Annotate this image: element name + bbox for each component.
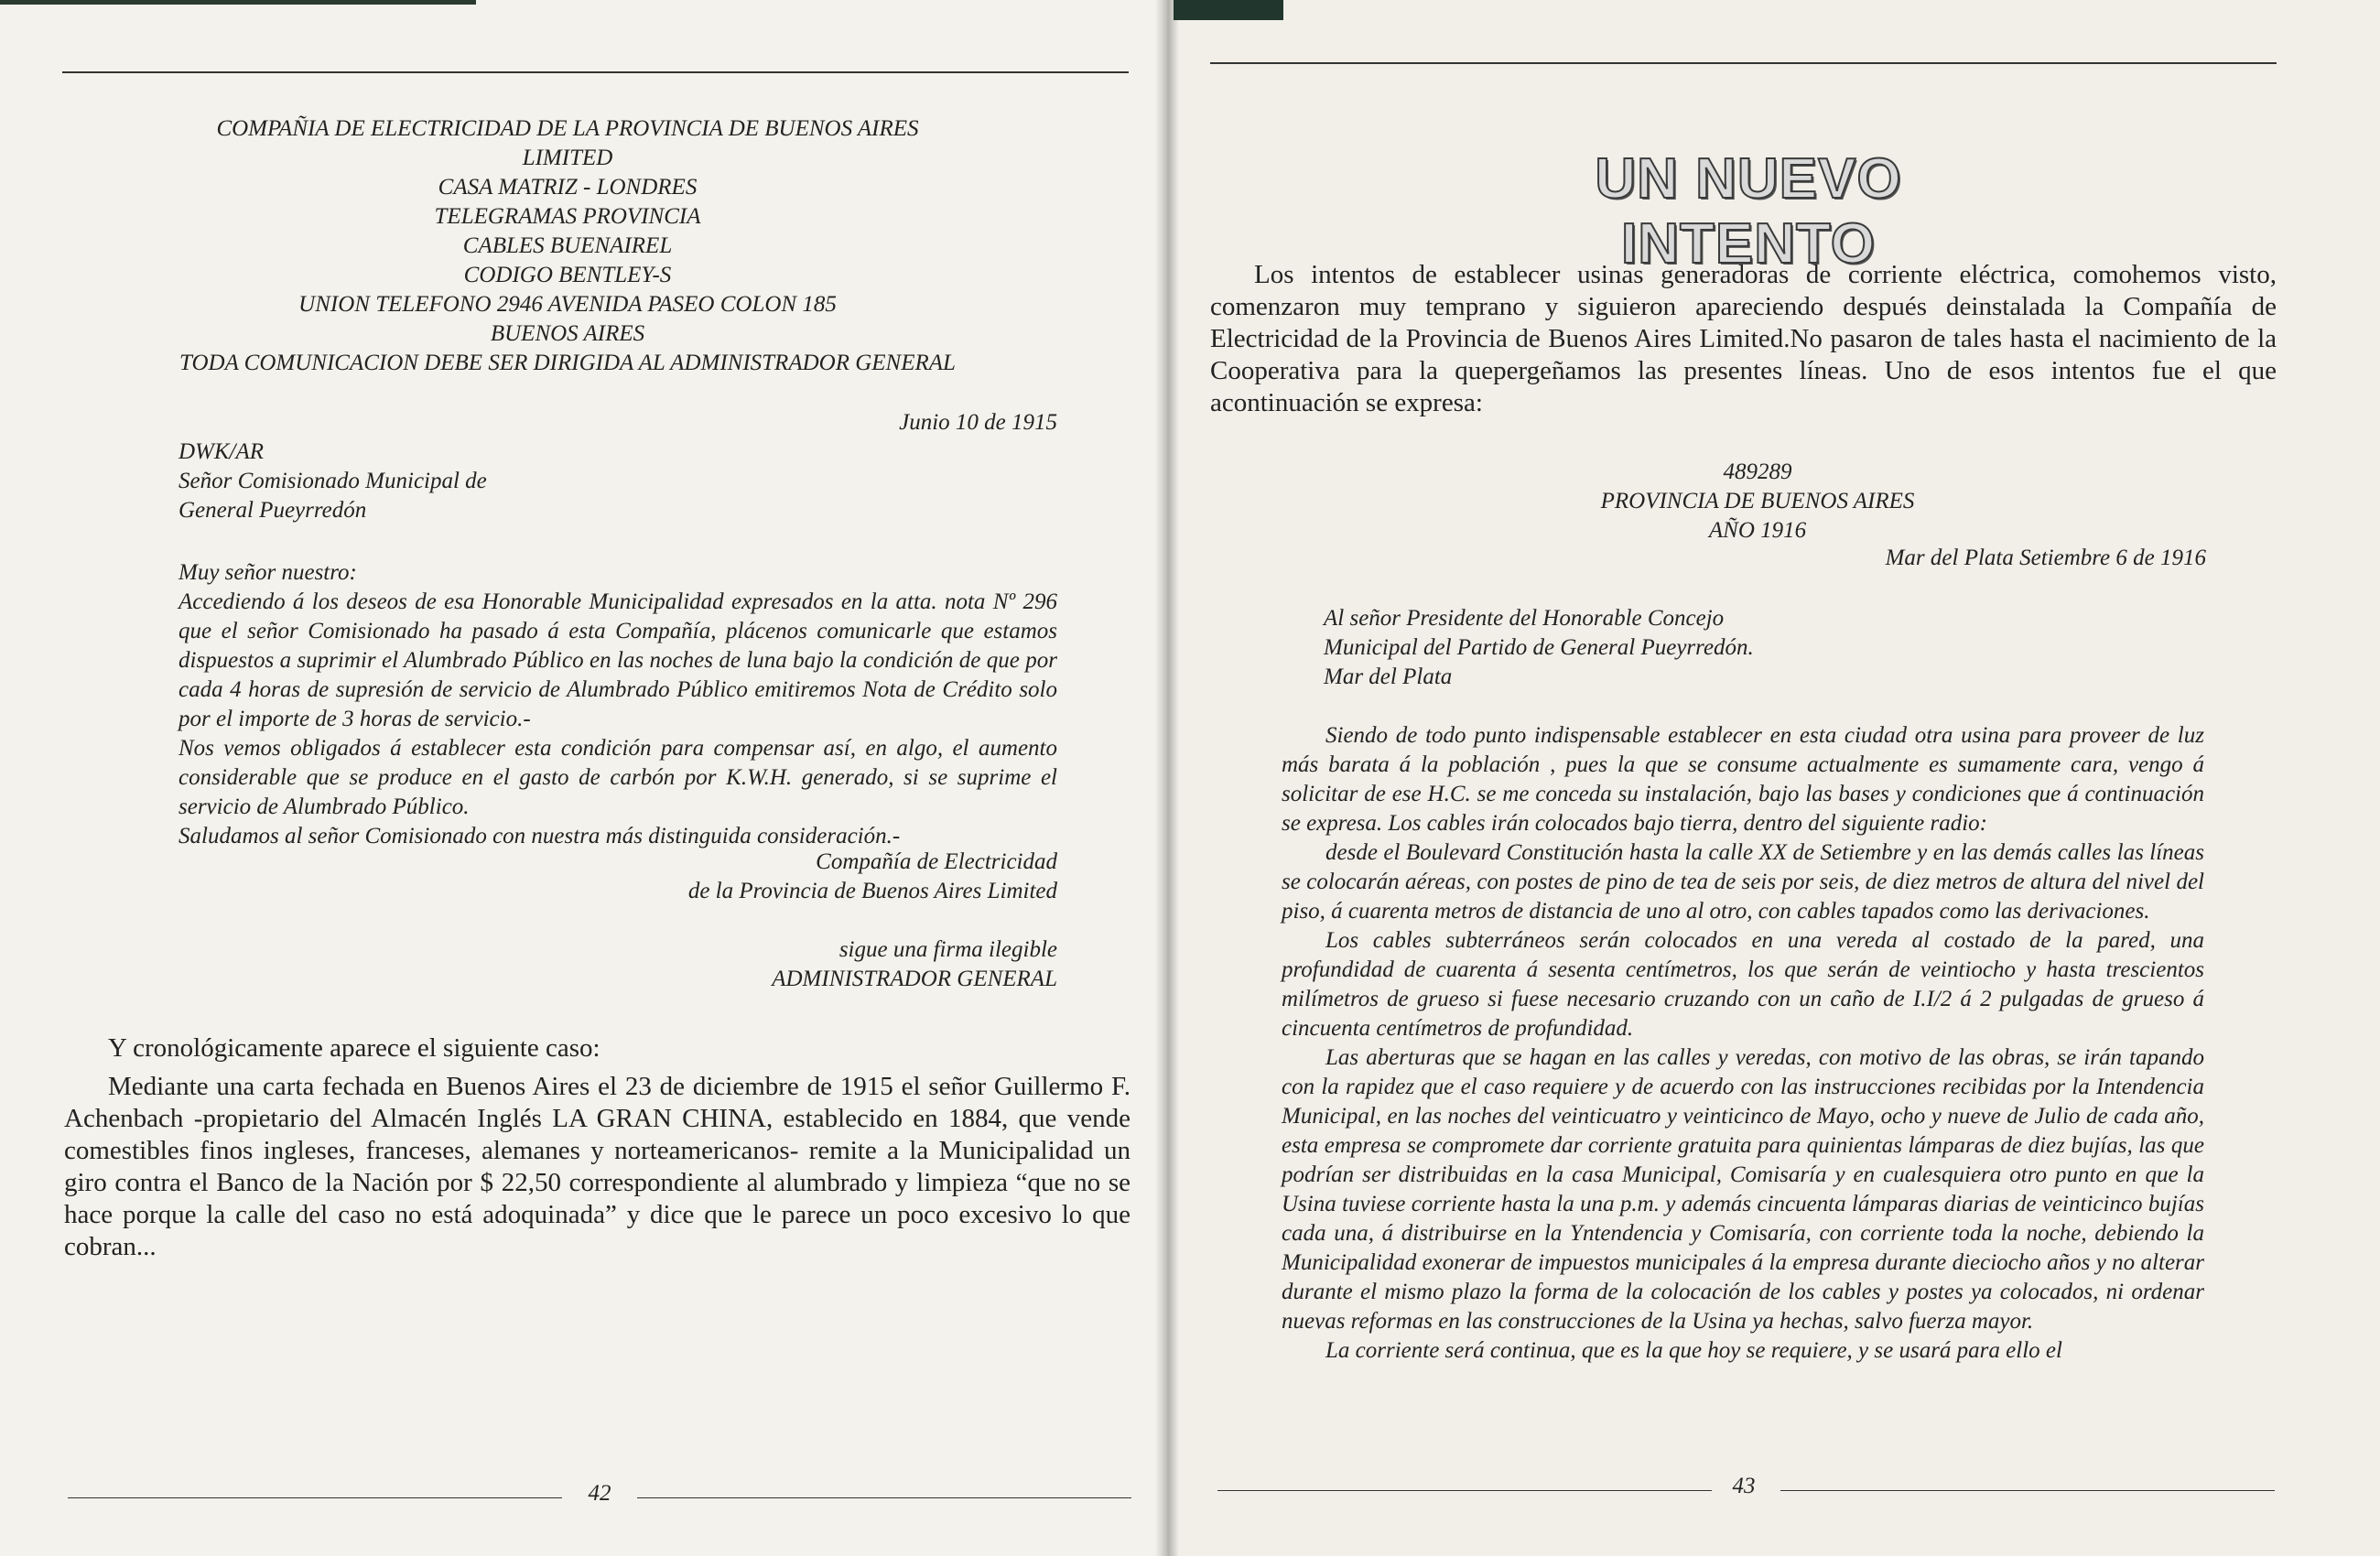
document-recipient — [1324, 604, 2056, 692]
document-paragraph: La corriente será continua, que es la que hoy se requiere, y se usará para ello el — [1325, 1338, 2062, 1363]
recipient-line: Municipal del Partido de General Pueyrredón. — [1324, 635, 1754, 660]
recipient-line: Señor Comisionado Municipal de — [178, 469, 487, 493]
letter-salutation: Muy señor nuestro: — [178, 560, 357, 585]
letter-recipient — [178, 438, 728, 525]
letter-paragraph: Accediendo á los deseos de esa Honorable Municipalidad expresados en la atta. nota Nº 296 que el señor Comisionado ha pasado á esta Compañía, plácenos comunicarle que estamos dispuestos a suprimir el Alumbrado Público en las noches de luna bajo la condición de que por cada 4 horas de supresión de servicio de Alumbrado Público emitiremos Nota de Crédito solo por el importe de 3 horas de servicio.- — [178, 589, 1057, 731]
page-number: 42 — [588, 1481, 611, 1506]
recipient-line: Al señor Presidente del Honorable Concejo — [1324, 606, 1725, 631]
narrative-paragraph: Mediante una carta fechada en Buenos Aires el 23 de diciembre de 1915 el señor Guillermo F. Achenbach -propietario del Almacén Inglés LA GRAN CHINA, establecido en 1884, que vende comestibles finos ingleses, franceses, alemanes y norteamericanos- remite a la Municipalidad un giro contra el Banco de la Nación por $ 22,50 correspondiente al alumbrado y limpieza “que no se hace porque la calle del caso no está adoquinada” y dice que le parece un poco excesivo lo que cobran... — [64, 1072, 1130, 1261]
letterhead-line: CASA MATRIZ - LONDRES — [438, 175, 698, 200]
letterhead-line: CABLES BUENAIREL — [462, 233, 673, 258]
narrative-intro: Y cronológicamente aparece el siguiente caso: — [108, 1033, 600, 1063]
letter-date: Junio 10 de 1915 — [899, 410, 1057, 435]
document-header — [1465, 458, 2050, 546]
signature-line: de la Provincia de Buenos Aires Limited — [687, 879, 1057, 903]
cover-edge — [0, 0, 476, 5]
signature-note-line: sigue una firma ilegible — [838, 937, 1057, 962]
cover-edge — [1174, 0, 1283, 20]
letterhead-line: BUENOS AIRES — [490, 321, 645, 346]
document-body — [1282, 721, 2204, 1366]
document-paragraph: desde el Boulevard Constitución hasta la calle XX de Setiembre y en las demás calles las líneas se colocarán aéreas, con postes de pino de tea de seis por seis, de diez metros de altura del nivel del piso, á cuarenta metros de distancia de uno al otro, con cables tapados como las derivaciones. — [1282, 840, 2204, 924]
letter-signature — [549, 848, 1057, 906]
chapter-intro: Los intentos de establecer usinas generadoras de corriente eléctrica, comohemos visto, comenzaron muy temprano y siguieron apareciendo después deinstalada la Compañía de Electricidad de la Provincia de Buenos Aires Limited.No pasaron de tales hasta el nacimiento de la Cooperativa para la quepergeñamos las presentes líneas. Uno de esos intentos fue el que acontinuación se expresa: — [1210, 260, 2277, 417]
footer-rule-right — [637, 1497, 1131, 1498]
recipient-line: Mar del Plata — [1324, 665, 1453, 689]
page-number: 43 — [1732, 1474, 1756, 1498]
letter-paragraph: Saludamos al señor Comisionado con nuestra más distinguida consideración.- — [178, 824, 901, 848]
signature-note-line: ADMINISTRADOR GENERAL — [772, 967, 1057, 991]
signature-line: Compañía de Electricidad — [816, 849, 1057, 874]
chapter-title: UN NUEVO INTENTO — [1595, 147, 1902, 276]
footer-rule-right — [1780, 1490, 2275, 1491]
recipient-line: DWK/AR — [178, 439, 265, 464]
document-header-line: 489289 — [1723, 459, 1792, 484]
letter-body — [178, 588, 1057, 851]
letterhead-line: UNION TELEFONO 2946 AVENIDA PASEO COLON 185 — [298, 292, 837, 317]
letterhead-line: CODIGO BENTLEY-S — [463, 263, 672, 287]
top-rule — [62, 71, 1129, 73]
book-gutter — [1155, 0, 1179, 1556]
signature-note — [549, 935, 1057, 994]
document-header-line: AÑO 1916 — [1708, 518, 1807, 543]
letterhead-line: LIMITED — [522, 146, 613, 170]
letterhead-line: TODA COMUNICACION DEBE SER DIRIGIDA AL ADMINISTRADOR GENERAL — [179, 351, 956, 375]
letterhead-line: TELEGRAMAS PROVINCIA — [434, 204, 701, 229]
top-rule — [1210, 62, 2277, 64]
recipient-line: General Pueyrredón — [178, 498, 367, 523]
document-paragraph: Siendo de todo punto indispensable establecer en esta ciudad otra usina para proveer de luz más barata á la población , pues la que se consume actualmente es sumamente cara, vengo á solicitar de ese H.C. se me conceda su instalación, bajo las bases y condiciones que á continuación se expresa. Los cables irán colocados bajo tierra, dentro del siguiente radio: — [1282, 723, 2204, 836]
letterhead-line: COMPAÑIA DE ELECTRICIDAD DE LA PROVINCIA DE BUENOS AIRES — [216, 116, 919, 141]
footer-rule-left — [68, 1497, 562, 1498]
document-paragraph: Las aberturas que se hagan en las calles y veredas, con motivo de las obras, se irán tapando con la rapidez que el caso requiere y de acuerdo con las instrucciones recibidas por la Intendencia Municipal, en las noches del veinticuatro y veinticinco de Mayo, ocho y nueve de Julio de cada año, esta empresa se compromete dar corriente gratuita para quinientas lámparas de diez bujías, las que podrían ser distribuidas en la casa Municipal, Comisaría y en cualesquiera otro punto en que la Usina tuviese corriente hasta la una p.m. y además cincuenta lámparas diarias de veinticinco bujías cada una, á distribuirse en la Yntendencia y Comisaría, con corriente toda la noche, debiendo la Municipalidad exonerar de impuestos municipales á la empresa durante dieciocho años y no alterar durante el mismo plazo la forma de la colocación de los cables y postes ya colocados, ni ordenar nuevas reformas en las construcciones de la Usina ya hechas, salvo fuerza mayor. — [1282, 1045, 2204, 1334]
letter-paragraph: Nos vemos obligados á establecer esta condición para compensar así, en algo, el aumento considerable que se produce en el gasto de carbón por K.W.H. generado, si se suprime el servicio de Alumbrado Público. — [178, 736, 1057, 819]
document-date: Mar del Plata Setiembre 6 de 1916 — [1885, 546, 2206, 570]
document-paragraph: Los cables subterráneos serán colocados en una vereda al costado de la pared, una profundidad de cuarenta á sesenta centímetros, los que serán de veintiocho y hasta trescientos milímetros de grueso si fuese necesario cruzando con un caño de I.I/2 á 2 pulgadas de grueso á cincuenta centímetros de profundidad. — [1282, 928, 2204, 1041]
footer-rule-left — [1217, 1490, 1712, 1491]
document-header-line: PROVINCIA DE BUENOS AIRES — [1600, 489, 1915, 513]
letterhead — [110, 114, 1025, 378]
